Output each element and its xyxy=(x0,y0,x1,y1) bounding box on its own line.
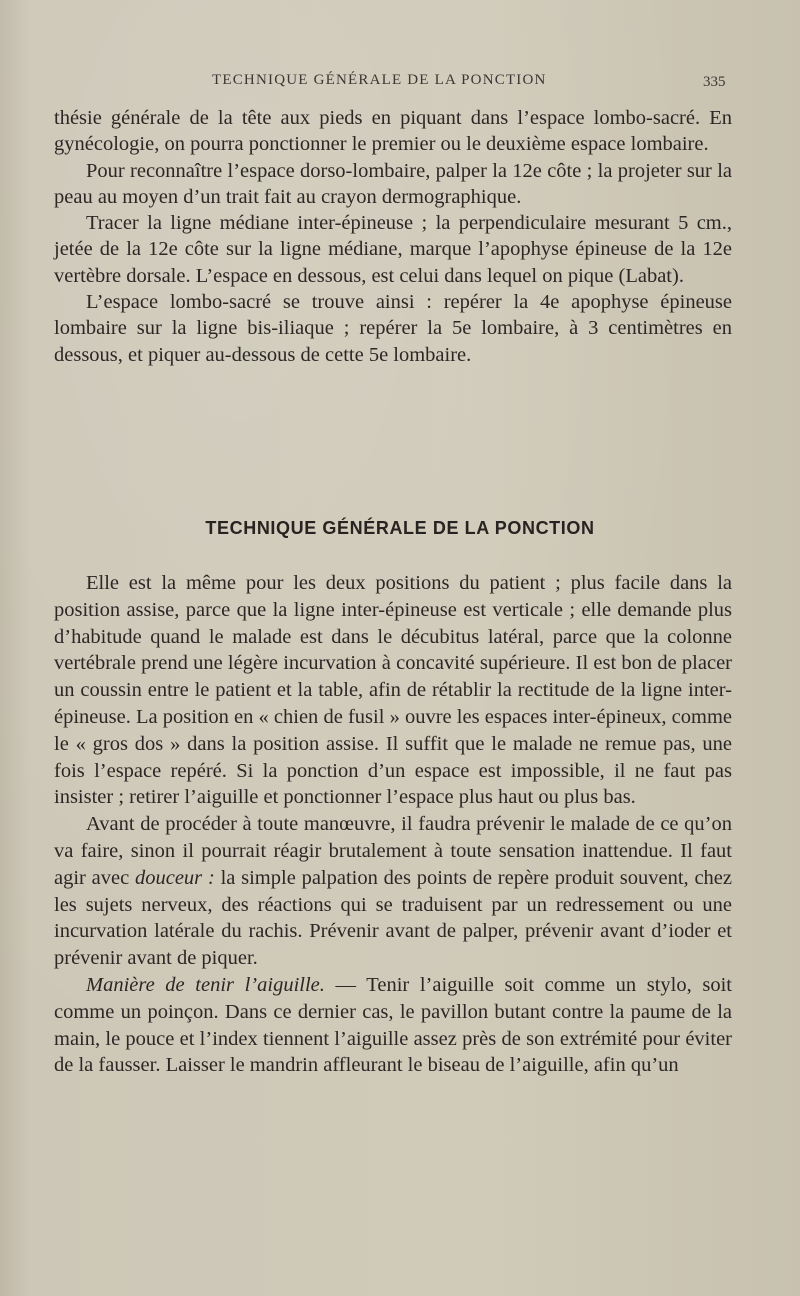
paragraph-lombo-sacre: L’espace lombo-sacré se trouve ainsi : repérer la 4e apophyse épineuse lombaire sur la ligne bis-iliaque ; repérer la 5e lombaire, à 3 centimètres en dessous, et piquer au-dessous de cette 5e lombaire. xyxy=(54,291,732,366)
text-block-lombaire xyxy=(54,105,732,368)
page-number: 335 xyxy=(703,74,726,90)
paragraph-dorso-lombaire: Pour reconnaître l’espace dorso-lombaire, palper la 12e côte ; la projeter sur la peau au moyen d’un trait fait au crayon dermographique. xyxy=(54,159,732,208)
section-heading: TECHNIQUE GÉNÉRALE DE LA PONCTION xyxy=(205,518,595,538)
text-block-technique xyxy=(54,570,732,1079)
running-head xyxy=(0,72,800,96)
running-title: TECHNIQUE GÉNÉRALE DE LA PONCTION xyxy=(212,72,547,88)
paragraph-positions: Elle est la même pour les deux positions du patient ; plus facile dans la position assise, parce que la ligne inter-épineuse est verticale ; elle demande plus d’habitude quand le malade est dans le décubitus latéral, parce que la colonne vertébrale prend une légère incurvation à concavité supérieure. Il est bon de placer un coussin entre le patient et la table, afin de rétablir la rectitude de la ligne inter-épineuse. La position en « chien de fusil » ouvre les espaces inter-épineux, comme le « gros dos » dans la position assise. Il suffit que le malade ne remue pas, une fois l’espace repéré. Si la ponction d’un espace est impossible, il ne faut pas insister ; retirer l’aiguille et ponctionner l’espace plus haut ou plus bas. xyxy=(54,572,732,809)
paragraph-continuation: thésie générale de la tête aux pieds en piquant dans l’espace lombo-sacré. En gynécologie, on pourra ponctionner le premier ou le deuxième espace lombaire. xyxy=(54,107,732,156)
paragraph-ligne-mediane: Tracer la ligne médiane inter-épineuse ; la perpendiculaire mesurant 5 cm., jetée de la 12e côte sur la ligne médiane, marque l’apophyse épineuse de la 12e vertèbre dorsale. L’espace en dessous, est celui dans lequel on pique (Labat). xyxy=(54,212,732,287)
paragraph-prevenir-end: la simple palpation des points de repère produit souvent, chez les sujets nerveux, des réactions qui se traduisent par un redressement ou une incurvation latérale du rachis. Prévenir avant de palper, prévenir avant d’ioder et prévenir avant de piquer. xyxy=(54,866,732,970)
paragraph-aiguille-text: — Tenir l’aiguille soit comme un stylo, soit comme un poinçon. Dans ce dernier cas, le pavillon butant contre la paume de la main, le pouce et l’index tiennent l’aiguille assez près de son extrémité pour éviter de la fausser. Laisser le mandrin affleurant le biseau de l’aiguille, afin qu’un xyxy=(54,973,732,1077)
emphasis-douceur: douceur : xyxy=(134,866,215,889)
subheading-tenir-aiguille: Manière de tenir l’aiguille. xyxy=(86,973,325,996)
paragraph-prevenir-start: Avant de procéder à toute manœuvre, il faudra prévenir le malade de ce qu’on va faire, sinon il pourrait réagir brutalement à toute sensation inattendue. Il faut agir avec xyxy=(54,813,732,889)
paragraph-aiguille xyxy=(54,972,732,1079)
paragraph-prevenir xyxy=(54,811,732,972)
